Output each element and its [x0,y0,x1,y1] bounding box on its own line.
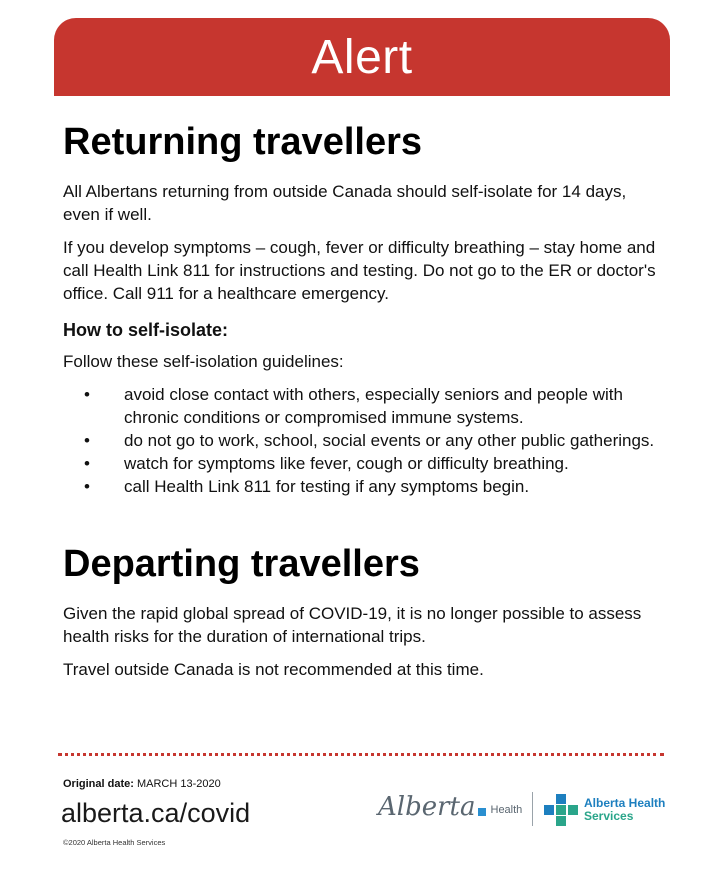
ahs-logo [544,794,665,826]
main-content [63,118,663,691]
bullet-icon: • [84,454,90,473]
departing-section [63,540,663,681]
list-item: • watch for symptoms like fever, cough or difficulty breathing. [84,454,569,473]
alert-banner [54,18,670,96]
alberta-health-label: Health [490,804,523,816]
alert-title: Alert [311,30,413,84]
alberta-bar-icon [478,808,486,816]
ahs-cross-icon [544,794,578,826]
returning-heading: Returning travellers [63,121,422,163]
copyright: ©2020 Alberta Health Services [63,838,166,847]
original-date: Original date: MARCH 13-2020 [63,778,221,790]
list-item: • avoid close contact with others, especially seniors and people with chronic conditions or compromised immune systems. [84,385,623,427]
alberta-health-logo [378,792,522,822]
guidelines-intro: Follow these self-isolation guidelines: [63,352,344,371]
logo-separator [532,792,533,826]
list-item: • do not go to work, school, social events or any other public gatherings. [84,431,655,450]
dotted-divider [58,753,664,756]
self-isolate-heading: How to self-isolate: [63,320,229,340]
bullet-icon: • [84,431,90,450]
ahs-label-line2: Services [584,809,634,823]
alberta-wordmark: Alberta [378,792,476,822]
departing-heading: Departing travellers [63,543,420,585]
website-link[interactable]: alberta.ca/covid [61,798,251,828]
returning-para-1: All Albertans returning from outside Canada should self-isolate for 14 days, even if well. [63,182,627,224]
departing-para-2: Travel outside Canada is not recommended at this time. [63,660,484,679]
departing-para-1: Given the rapid global spread of COVID-19, it is no longer possible to assess health risks for the duration of international trips. [63,604,642,646]
guidelines-list [63,383,663,498]
list-item: • call Health Link 811 for testing if any symptoms begin. [84,477,530,496]
ahs-label-line1: Alberta Health [584,796,666,810]
bullet-icon: • [84,385,90,404]
bullet-icon: • [84,477,90,496]
returning-para-2: If you develop symptoms – cough, fever or difficulty breathing – stay home and call Health Link 811 for instructions and testing. Do not go to the ER or doctor's office. Call 911 for a healthcare emergency. [63,238,656,303]
